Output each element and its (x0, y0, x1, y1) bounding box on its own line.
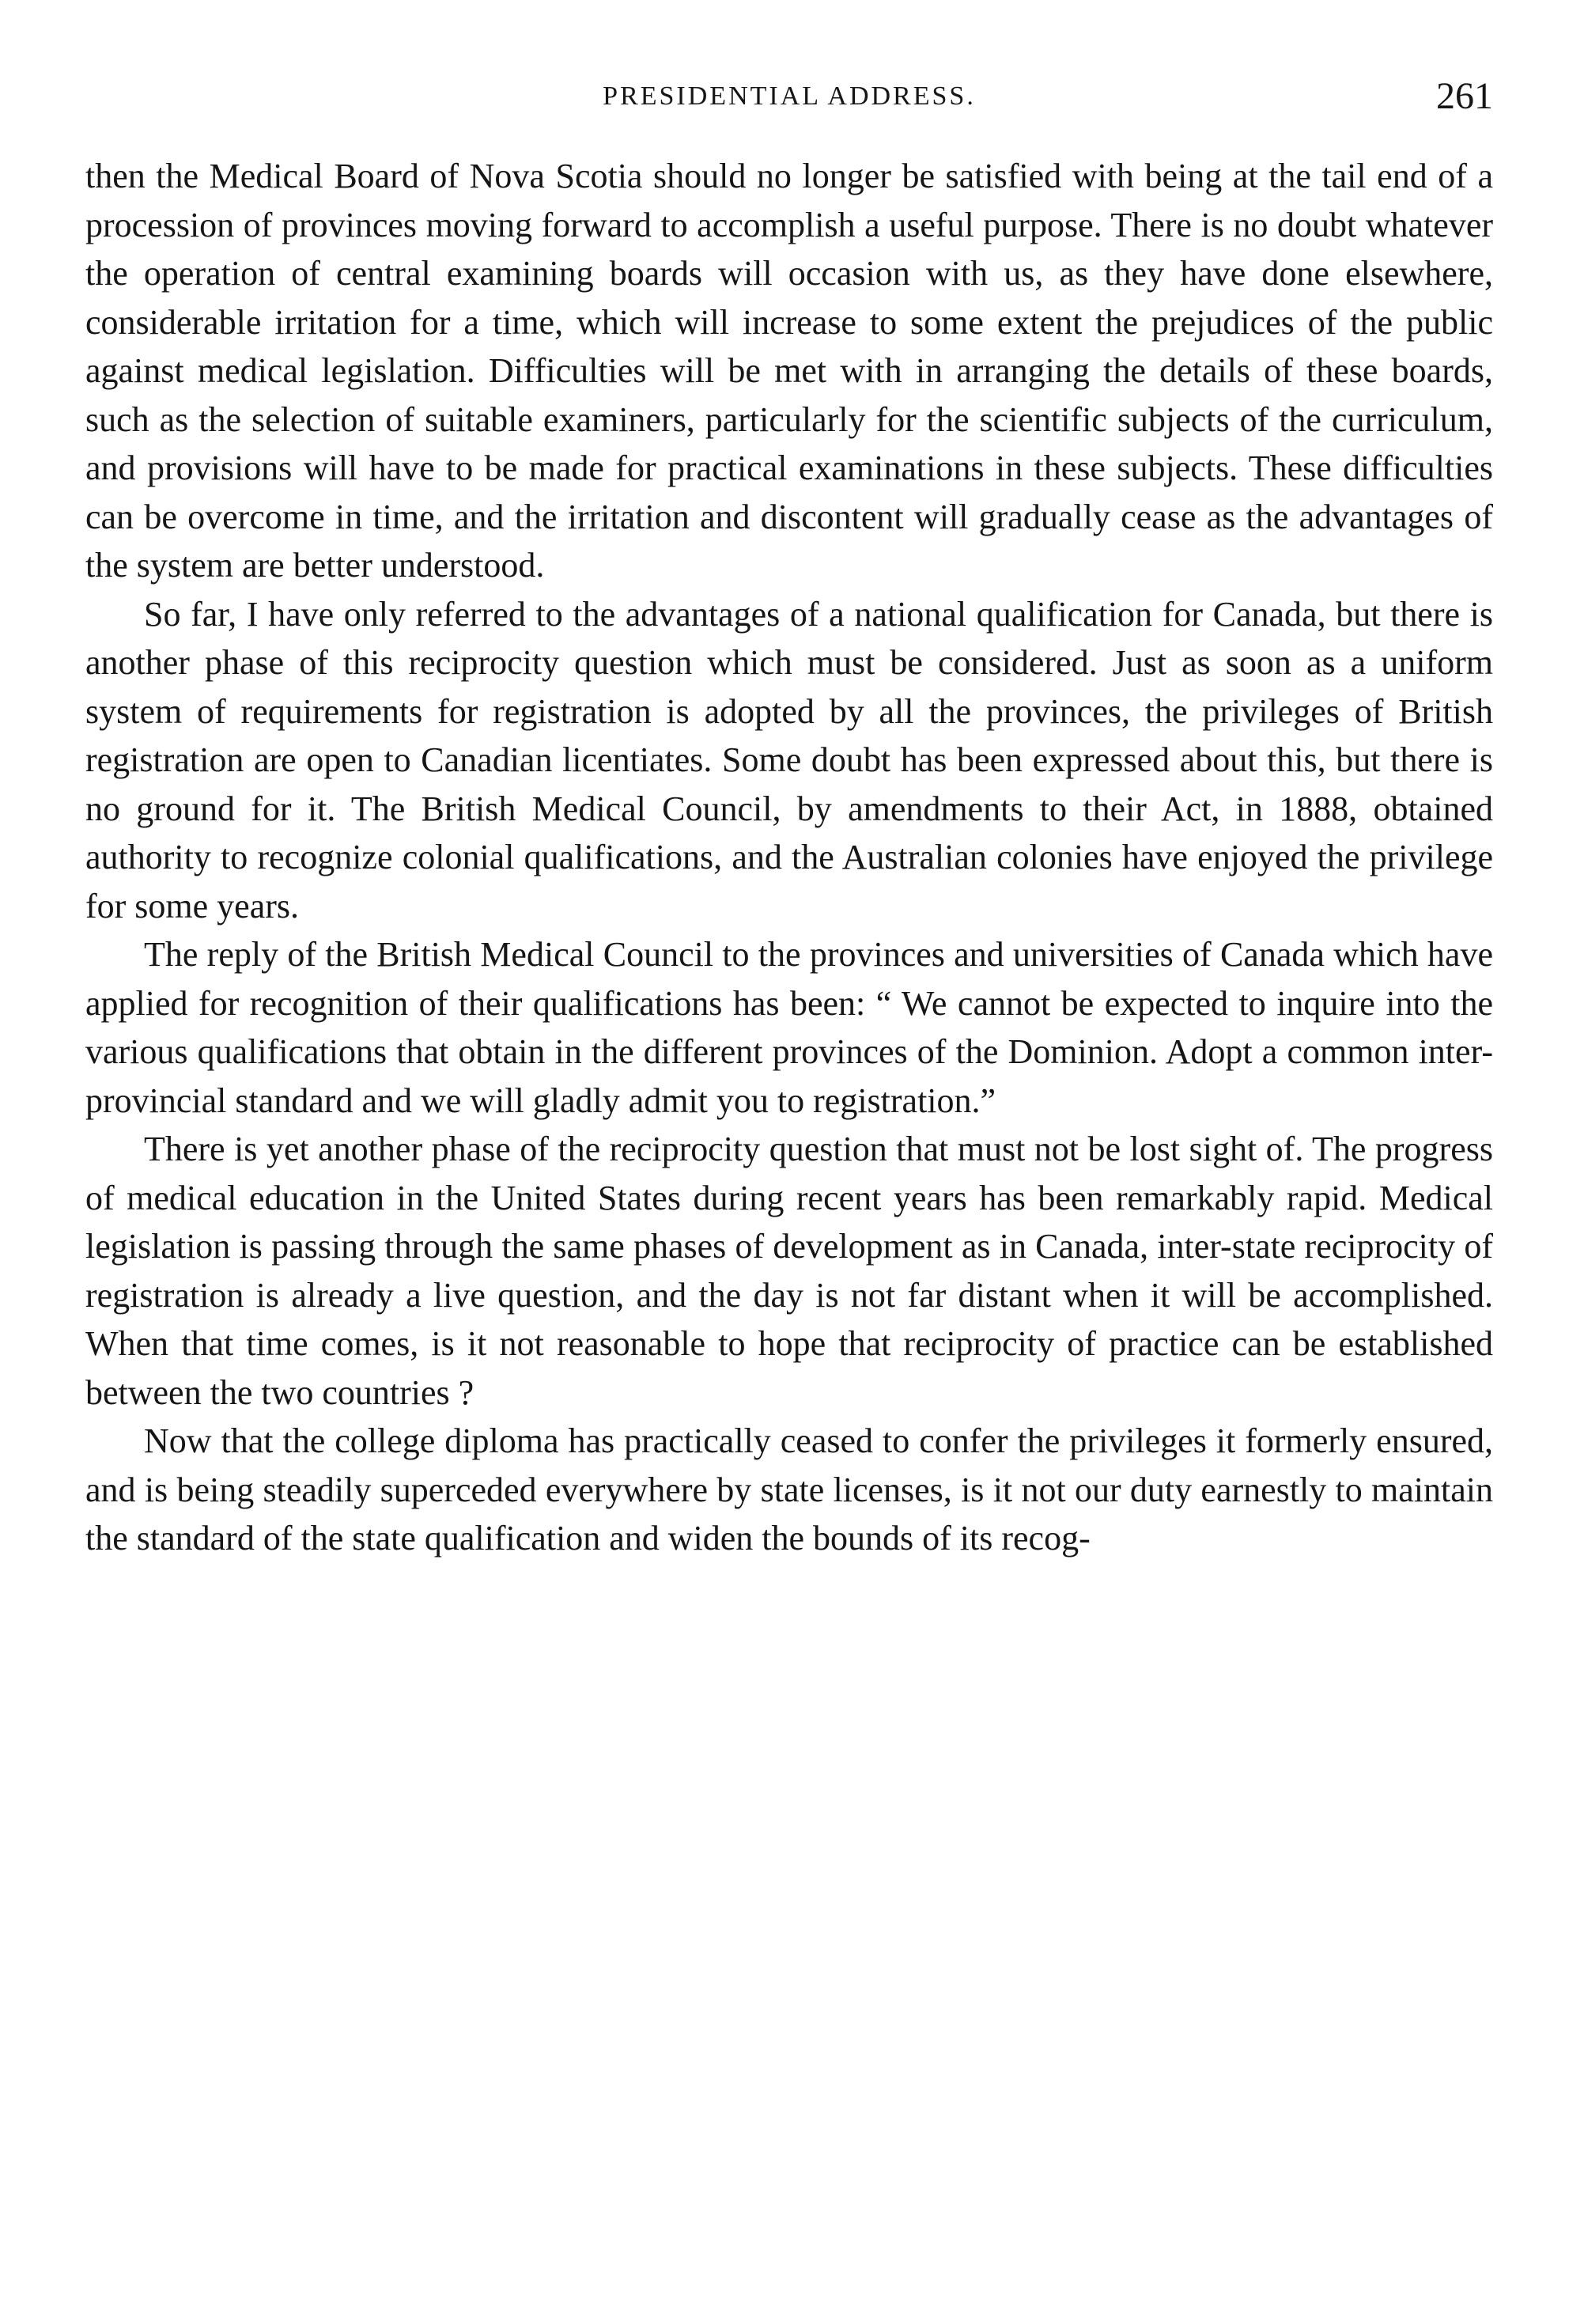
paragraph-british-council-reply: The reply of the British Medical Council to the provinces and universities of Canada which have applied for recognition of their qualifications has been: “ We cannot be expected to inquire into the various qualifications that obtain in the different provinces of the Dominion. Adopt a common inter-provincial standard and we will gladly admit you to registration.” (85, 935, 1493, 1120)
body-text (85, 152, 1493, 1563)
book-page (85, 0, 1493, 2324)
page-number: 261 (1436, 75, 1493, 117)
paragraph-united-states-reciprocity: There is yet another phase of the reciprocity question that must not be lost sight of. The progress of medical education in the United States during recent years has been remarkably rapid. Medical legislation is passing through the same phases of development as in Canada, inter-state reciprocity of registration is already a live question, and the day is not far distant when it will be accomplished. When that time comes, is it not reasonable to hope that reciprocity of practice can be established between the two countries ? (85, 1130, 1493, 1412)
paragraph-state-qualification: Now that the college diploma has practically ceased to confer the privileges it formerly ensured, and is being steadily superceded everywhere by state licenses, is it not our duty earnestly to maintain the standard of the state qualification and widen the bounds of its recog- (85, 1421, 1493, 1558)
running-title: PRESIDENTIAL ADDRESS. (603, 81, 976, 111)
paragraph-continuation: then the Medical Board of Nova Scotia should no longer be satisfied with being at the tail end of a procession of provinces moving forward to accomplish a useful purpose. There is no doubt whatever the operation of central examining boards will occasion with us, as they have done elsewhere, considerable irritation for a time, which will increase to some extent the prejudices of the public against medical legislation. Difficulties will be met with in arranging the details of these boards, such as the selection of suitable examiners, particularly for the scientific subjects of the curriculum, and provisions will have to be made for practical examinations in these subjects. These difficulties can be overcome in time, and the irritation and discontent will gradually cease as the advantages of the system are better understood. (85, 157, 1493, 585)
running-head (85, 73, 1493, 120)
paragraph-national-qualification: So far, I have only referred to the advantages of a national qualification for Canada, but there is another phase of this reciprocity question which must be considered. Just as soon as a uniform system of requirements for registration is adopted by all the provinces, the privileges of British registration are open to Canadian licentiates. Some doubt has been expressed about this, but there is no ground for it. The British Medical Council, by amendments to their Act, in 1888, obtained authority to recognize colonial qualifications, and the Australian colonies have enjoyed the privilege for some years. (85, 594, 1493, 925)
